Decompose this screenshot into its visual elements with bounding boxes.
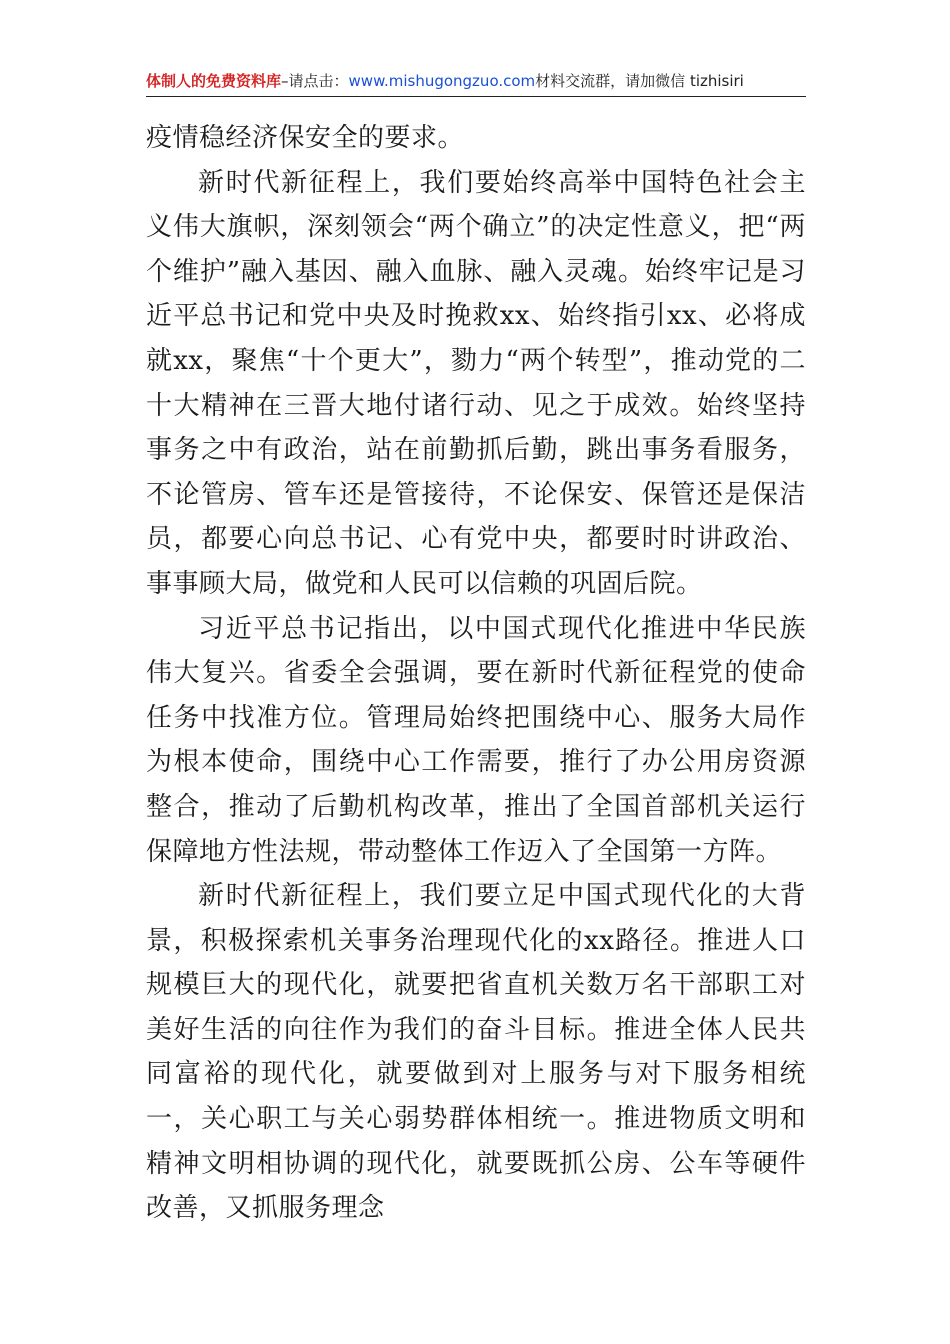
paragraph: 习近平总书记指出，以中国式现代化推进中华民族伟大复兴。省委全会强调，要在新时代新征程党的使命任务中找准方位。管理局始终把围绕中心、服务大局作为根本使命，围绕中心工作需要，推行了办公用房资源整合，推动了后勤机构改革，推出了全国首部机关运行保障地方性法规，带动整体工作迈入了全国第一方阵。 — [146, 613, 806, 867]
header-prompt: –请点击： — [281, 72, 349, 90]
paragraph: 新时代新征程上，我们要立足中国式现代化的大背景，积极探索机关事务治理现代化的xx路径。推进人口规模巨大的现代化，就要把省直机关数万名干部职工对美好生活的向往作为我们的奋斗目标。推进全体人民共同富裕的现代化，就要做到对上服务与对下服务相统一，关心职工与关心弱势群体相统一。推进物质文明和精神文明相协调的现代化，就要既抓公房、公车等硬件改善，又抓服务理念 — [146, 881, 806, 1224]
header-brand: 体制人的免费资料库 — [146, 72, 282, 90]
document-body — [146, 116, 806, 1231]
header-url-link[interactable]: www.mishugongzuo.com — [348, 72, 536, 90]
paragraph: 新时代新征程上，我们要始终高举中国特色社会主义伟大旗帜，深刻领会“两个确立”的决定性意义，把“两个维护”融入基因、融入血脉、融入灵魂。始终牢记是习近平总书记和党中央及时挽救xx、始终指引xx、必将成就xx，聚焦“十个更大”，勠力“两个转型”，推动党的二十大精神在三晋大地付诸行动、见之于成效。始终坚持事务之中有政治，站在前勤抓后勤，跳出事务看服务，不论管房、管车还是管接待，不论保安、保管还是保洁员，都要心向总书记、心有党中央，都要时时讲政治、事事顾大局，做党和人民可以信赖的巩固后院。 — [146, 167, 806, 599]
paragraph-continuation: 疫情稳经济保安全的要求。 — [146, 123, 465, 153]
header-contact: 材料交流群，请加微信 tizhisiri — [535, 72, 744, 90]
page-header — [146, 70, 806, 97]
